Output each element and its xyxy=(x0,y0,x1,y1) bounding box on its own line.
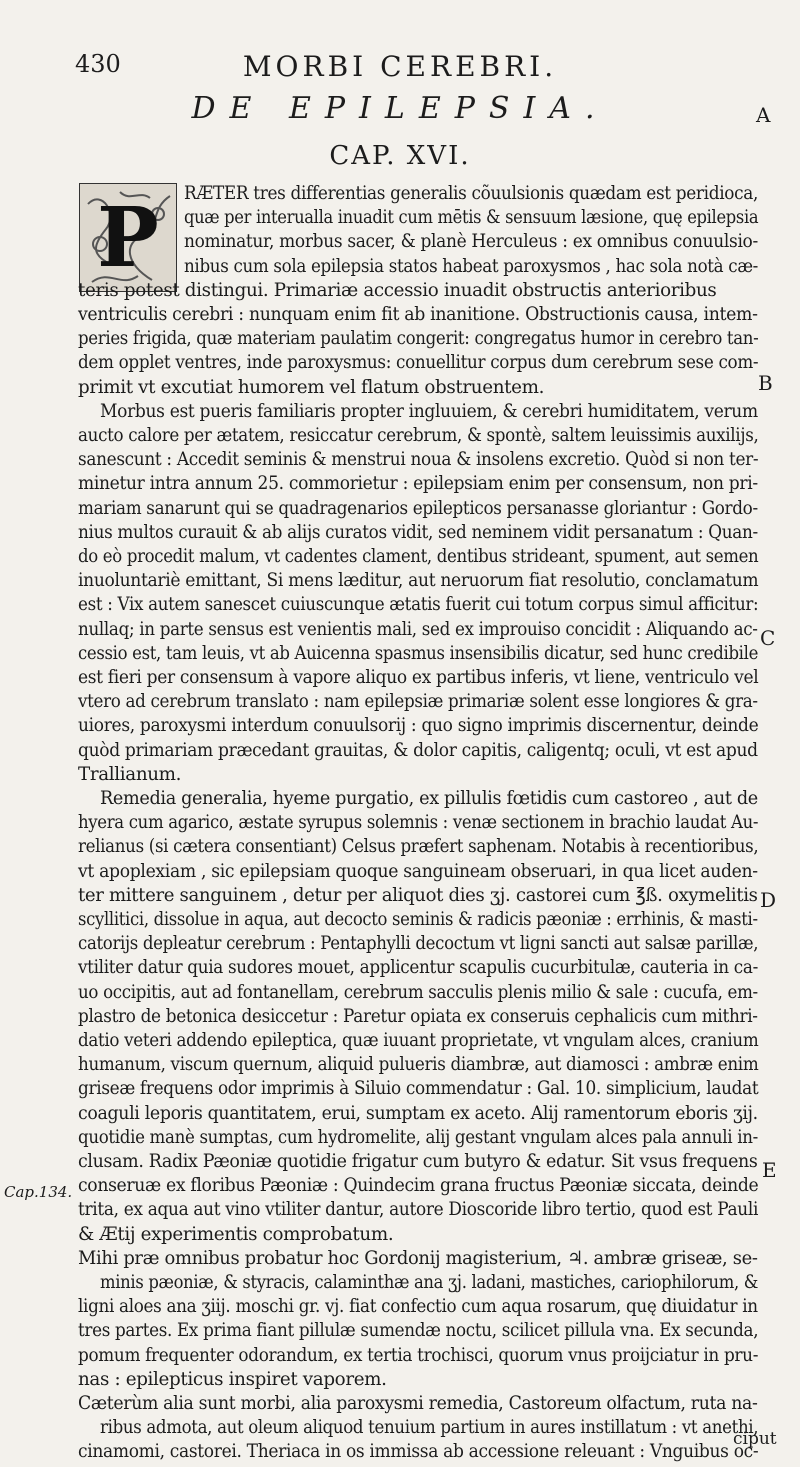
chapter-heading: CAP. XVI. xyxy=(329,141,471,171)
text-line: est : Vix autem sanescet cuiuscunque ætatis fuerit cui totum corpus simul afficitur: xyxy=(78,594,759,615)
text-line: & Ætij experimentis comprobatum. xyxy=(78,1224,394,1245)
text-line: catorijs depleatur cerebrum : Pentaphylli decoctum vt ligni sancti aut salsæ parillæ, xyxy=(78,933,759,954)
text-line: scyllitici, dissolue in aqua, aut decocto seminis & radicis pæoniæ : errhinis, & masti- xyxy=(78,909,758,930)
text-line: trita, ex aqua aut vino vtiliter dantur, autore Dioscoride libro tertio, quod est Pauli xyxy=(78,1199,759,1220)
text-line: mariam sanarunt qui se quadragenarios epilepticos persanasse gloriantur : Gordo- xyxy=(78,498,758,519)
text-line: vt apoplexiam , sic epilepsiam quoque sanguineam obseruari, in qua licet auden- xyxy=(78,861,758,882)
margin-letter-e: E xyxy=(762,1158,777,1182)
text-line: ter mittere sanguinem , detur per aliquot dies ʒj. castorei cum ℥ß. oxymelitis xyxy=(78,885,758,906)
margin-letter-d: D xyxy=(760,888,777,912)
text-line: est fieri per consensum à vapore aliquo ex partibus inferis, vt liene, ventriculo vel xyxy=(78,667,759,688)
text-line: quæ per interualla inuadit cum mētis & sensuum læsione, quę epilepsia xyxy=(184,207,759,228)
text-line: do eò procedit malum, vt cadentes clament, dentibus strideant, spument, aut semen xyxy=(78,546,759,567)
text-line: nibus cum sola epilepsia statos habeat paroxysmos , hac sola notà cæ- xyxy=(184,256,758,277)
text-line: pomum frequenter odorandum, ex tertia trochisci, quorum vnus proijciatur in pru- xyxy=(78,1345,759,1366)
text-line: sanescunt : Accedit seminis & menstrui noua & insolens excretio. Quòd si non ter- xyxy=(78,449,759,470)
text-line: griseæ frequens odor imprimis à Siluio commendatur : Gal. 10. simplicium, laudat xyxy=(78,1078,759,1099)
text-line: nas : epilepticus inspiret vaporem. xyxy=(78,1369,387,1390)
text-line: inuoluntariè emittant, Si mens læditur, aut neruorum fiat resolutio, conclamatum xyxy=(78,570,759,591)
margin-letter-a: A xyxy=(756,103,771,127)
text-line: Morbus est pueris familiaris propter ingluuiem, & cerebri humiditatem, verum xyxy=(100,401,758,422)
text-line: vtero ad cerebrum translato : nam epilepsiæ primariæ solent esse longiores & gra- xyxy=(78,691,758,712)
running-head: MORBI CEREBRI. xyxy=(242,50,558,83)
text-line: primit vt excutiat humorem vel flatum obstruentem. xyxy=(78,377,545,398)
text-line: Cæterùm alia sunt morbi, alia paroxysmi remedia, Castoreum olfactum, ruta na- xyxy=(78,1393,758,1414)
text-line: ligni aloes ana ʒiij. moschi gr. vj. fiat confectio cum aqua rosarum, quę diuidatur in xyxy=(78,1296,758,1317)
text-line: cinamomi, castorei. Theriaca in os immissa ab accessione releuant : Vnguibus oc- xyxy=(78,1441,759,1462)
text-line: clusam. Radix Pæoniæ quotidie frigatur cum butyro & edatur. Sit vsus frequens xyxy=(78,1151,758,1172)
text-line: coaguli leporis quantitatem, erui, sumptam ex aceto. Alij ramentorum eboris ʒij. xyxy=(78,1103,758,1124)
text-line: ribus admota, aut oleum aliquod tenuium partium in aures instillatum : vt anethi, xyxy=(100,1417,759,1438)
text-line: plastro de betonica desiccetur : Paretur opiata ex conseruis cephalicis cum mithri- xyxy=(78,1006,758,1027)
text-line: tres partes. Ex prima fiant pillulæ sumendæ noctu, scilicet pillula vna. Ex secunda, xyxy=(78,1320,759,1341)
margin-letter-c: C xyxy=(760,626,776,650)
text-line: nominatur, morbus sacer, & planè Herculeus : ex omnibus conuulsio- xyxy=(184,231,758,252)
text-line: relianus (si cætera consentiant) Celsus præfert saphenam. Notabis à recentioribus, xyxy=(78,836,759,857)
text-line: hyera cum agarico, æstate syrupus solemnis : venæ sectionem in brachio laudat Au- xyxy=(78,812,759,833)
text-line: vtiliter datur quia sudores mouet, applicentur scapulis cucurbitulæ, cauteria in ca- xyxy=(78,957,758,978)
text-line: humanum, viscum quernum, aliquid pulueris diambræ, aut diamosci : ambræ enim xyxy=(78,1054,759,1075)
text-line: Mihi præ omnibus probatur hoc Gordonij magisterium, ♃. ambræ griseæ, se- xyxy=(78,1248,758,1269)
drop-cap-letter: P xyxy=(97,189,159,286)
text-line: uo occipitis, aut ad fontanellam, cerebrum sacculis plenis milio & sale : cucufa, em- xyxy=(78,982,758,1003)
text-line: uiores, paroxysmi interdum conuulsorij : quo signo imprimis discernentur, deinde xyxy=(78,715,759,736)
text-line: conseruæ ex floribus Pæoniæ : Quindecim grana fructus Pæoniæ siccata, deinde xyxy=(78,1175,759,1196)
section-title: DE EPILEPSIA. xyxy=(191,91,609,126)
text-line: cessio est, tam leuis, vt ab Auicenna spasmus insensibilis dicatur, sed hunc credibile xyxy=(78,643,759,664)
text-line: teris potest distingui. Primariæ accessio inuadit obstructis anterioribus xyxy=(78,280,717,301)
text-line: peries frigida, quæ materiam paulatim congerit: congregatus humor in cerebro tan- xyxy=(78,328,759,349)
text-line: datio veteri addendo epileptica, quæ iuuant proprietate, vt vngulam alces, cranium xyxy=(78,1030,759,1051)
catchword: ciput xyxy=(733,1429,777,1449)
margin-letter-b: B xyxy=(758,371,773,395)
text-line: RÆTER tres differentias generalis cõuulsionis quædam est peridioca, xyxy=(184,183,759,204)
text-line: quòd primariam præcedant grauitas, & dolor capitis, caligentq; oculi, vt est apud xyxy=(78,740,758,761)
text-line: Remedia generalia, hyeme purgatio, ex pillulis fœtidis cum castoreo , aut de xyxy=(100,788,758,809)
text-line: minis pæoniæ, & styracis, calaminthæ ana ʒj. ladani, mastiches, cariophilorum, & xyxy=(100,1272,759,1293)
text-line: aucto calore per ætatem, resiccatur cerebrum, & spontè, saltem leuissimis auxilijs, xyxy=(78,425,759,446)
text-line: nius multos curauit & ab alijs curatos vidit, sed neminem vidit persanatum : Quan- xyxy=(78,522,758,543)
page-number: 430 xyxy=(75,50,121,78)
text-line: minetur intra annum 25. commorietur : epilepsiam enim per consensum, non pri- xyxy=(78,473,758,494)
text-line: ventriculis cerebri : nunquam enim fit ab inanitione. Obstructionis causa, intem- xyxy=(78,304,758,325)
decorated-initial xyxy=(79,183,177,292)
text-line: Trallianum. xyxy=(78,764,182,785)
marginal-note: Cap.134. xyxy=(4,1183,73,1201)
text-line: nullaq; in parte sensus est venientis mali, sed ex improuiso concidit : Aliquando ac- xyxy=(78,619,758,640)
text-line: quotidie manè sumptas, cum hydromelite, alij gestant vngulam alces pala annuli in- xyxy=(78,1127,758,1148)
text-line: dem opplet ventres, inde paroxysmus: conuellitur corpus dum cerebrum sese com- xyxy=(78,352,759,373)
